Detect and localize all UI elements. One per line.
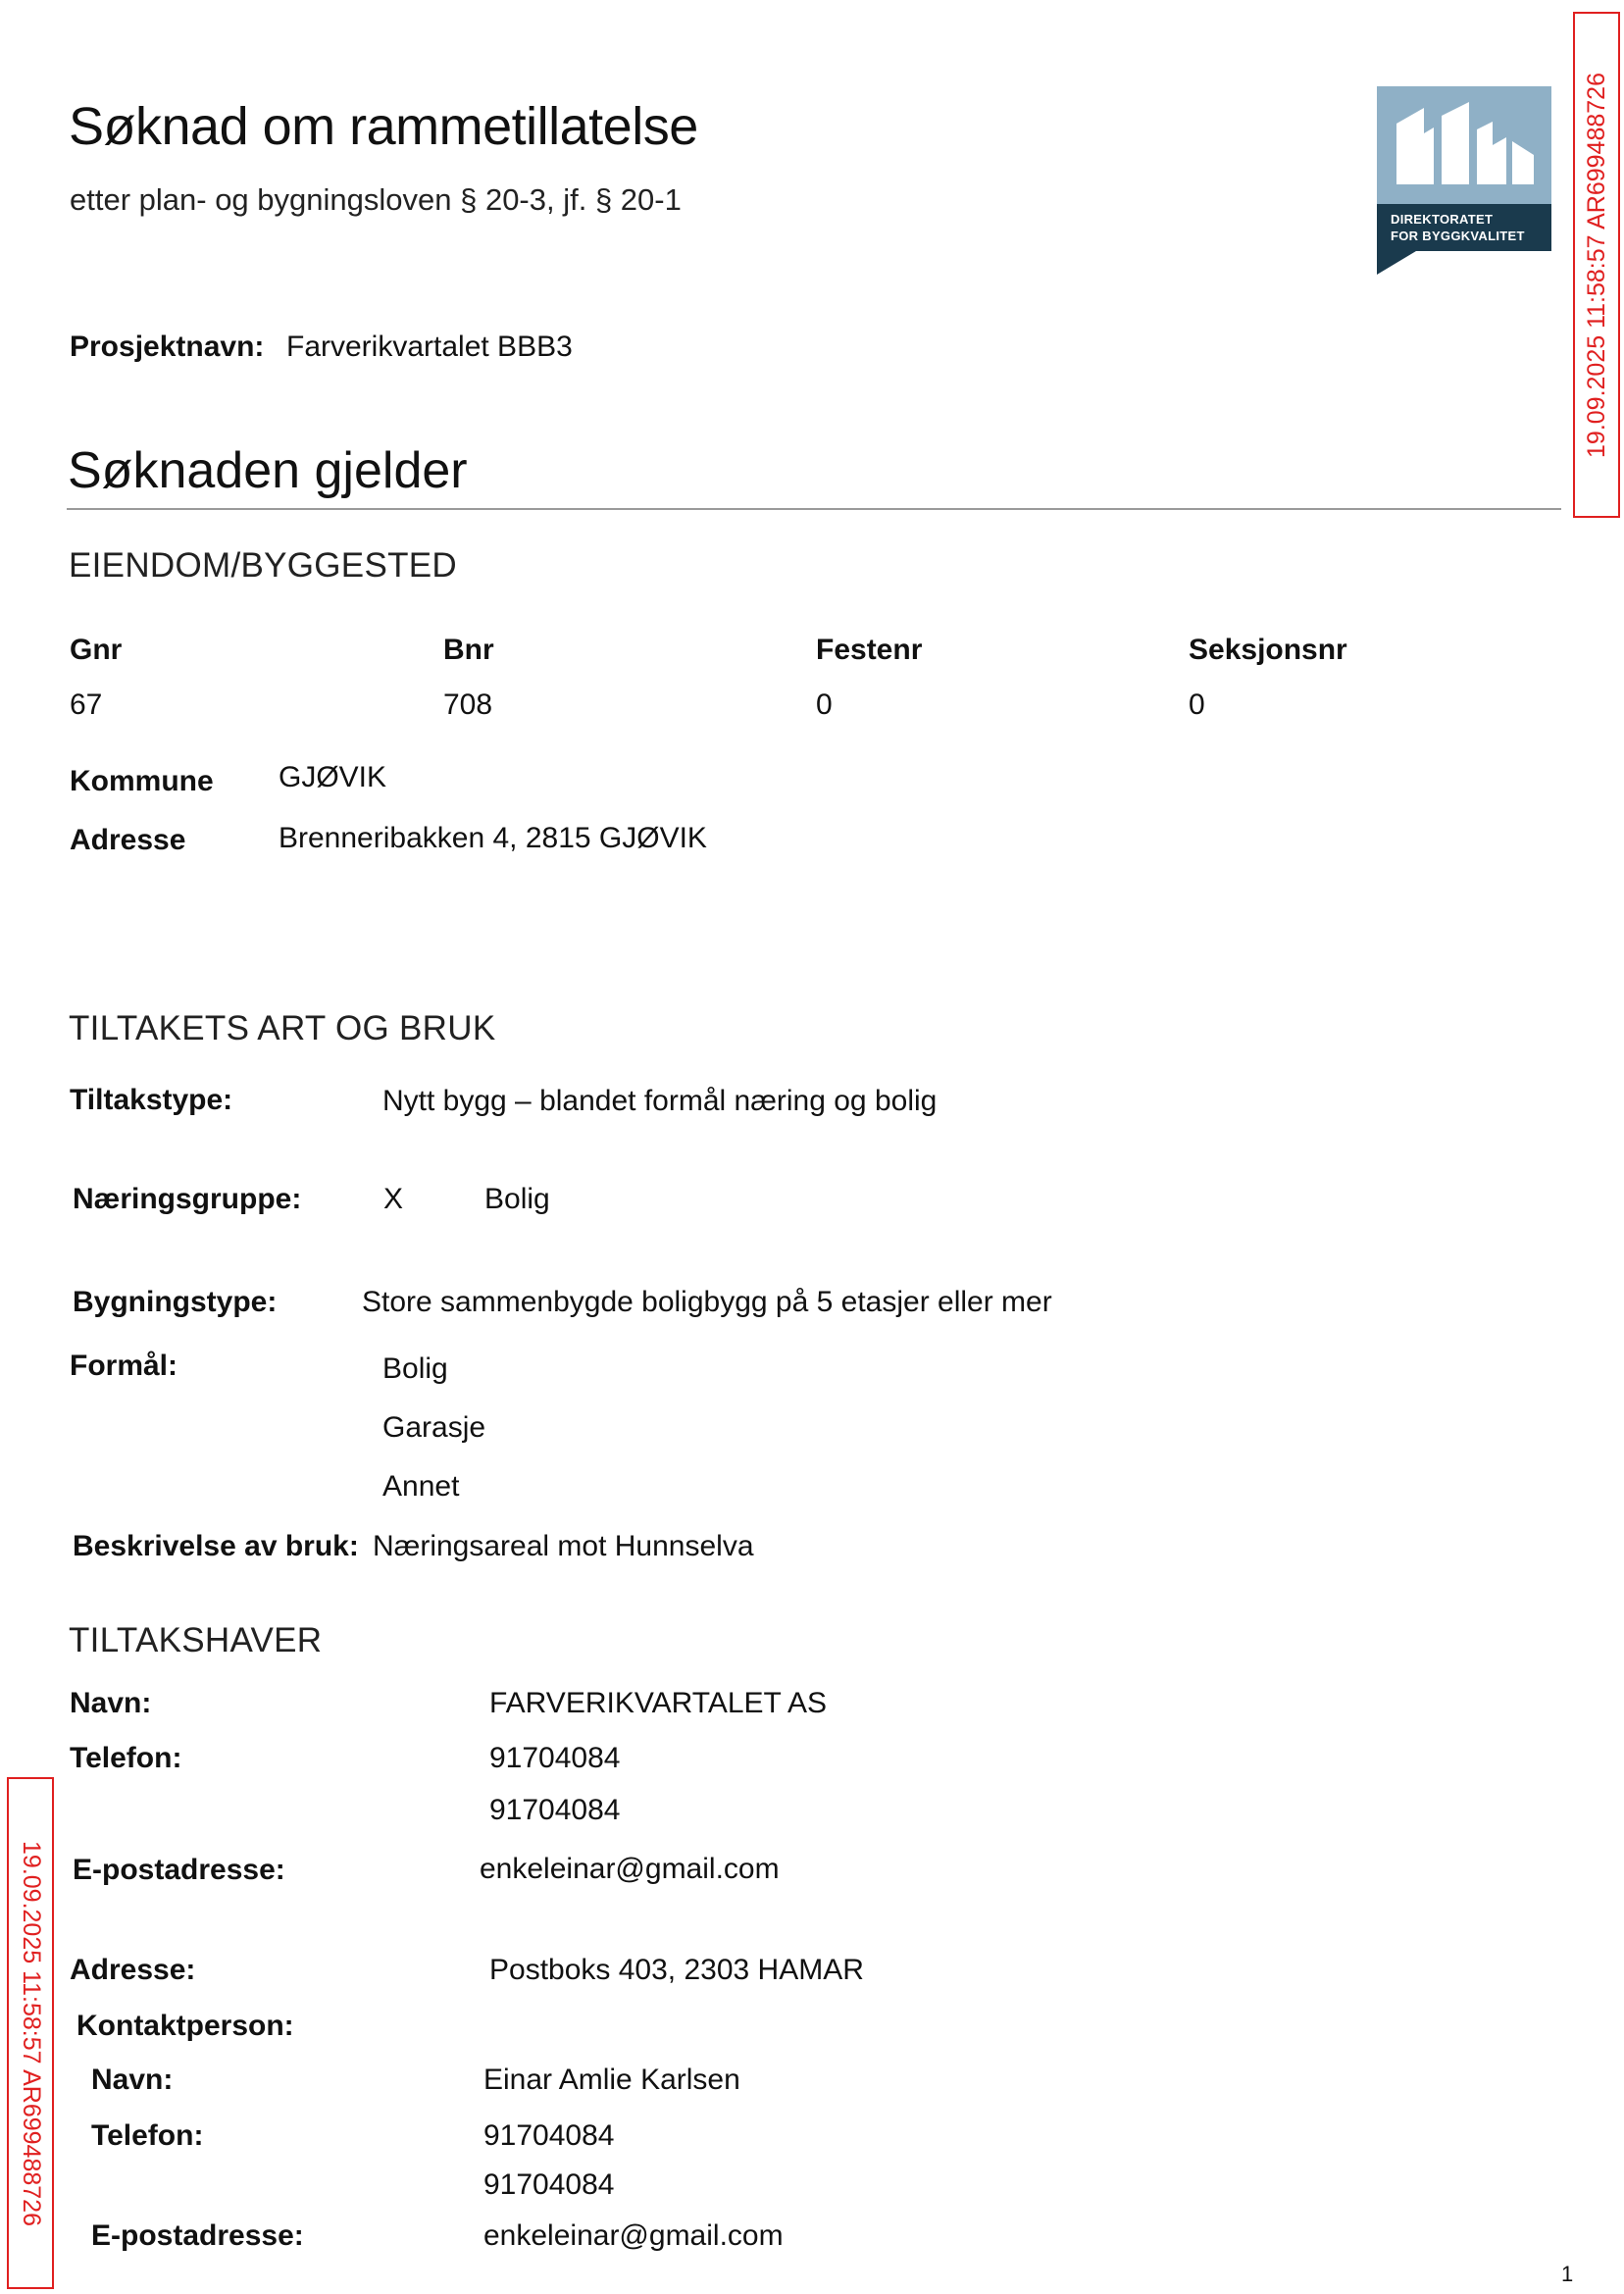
gnr-label: Gnr [70, 634, 123, 666]
logo-text-line-2: FOR BYGGKVALITET [1391, 229, 1525, 243]
festenr-label: Festenr [816, 634, 923, 666]
kontakt-telefon-value: 91704084 [483, 2119, 615, 2152]
archive-stamp-right [1573, 12, 1620, 518]
tiltakshaver-navn-value: FARVERIKVARTALET AS [489, 1687, 828, 1719]
gnr-value: 67 [70, 688, 103, 721]
page-title: Søknad om rammetillatelse [69, 97, 698, 156]
tiltakshaver-telefon-label: Telefon: [70, 1742, 182, 1774]
archive-stamp-left [7, 1777, 54, 2289]
naeringsgruppe-code: X [383, 1183, 404, 1215]
logo-graphic [1377, 86, 1551, 204]
tiltakshaver-telefon-value: 91704084 [489, 1794, 621, 1826]
seksjonsnr-label: Seksjonsnr [1189, 634, 1347, 666]
section-title: Søknaden gjelder [68, 442, 468, 499]
tiltak-heading: TILTAKETS ART OG BRUK [69, 1009, 496, 1047]
tiltakstype-value: Nytt bygg – blandet formål næring og bolig [382, 1085, 938, 1117]
tiltakshaver-telefon-value: 91704084 [489, 1742, 621, 1774]
tiltakshaver-heading: TILTAKSHAVER [69, 1621, 323, 1659]
stamp-text: 19.09.2025 11:58:57 AR699488726 [17, 1840, 45, 2226]
page-subtitle: etter plan- og bygningsloven § 20-3, jf. § 20-1 [70, 182, 682, 217]
project-name-label: Prosjektnavn: [70, 331, 265, 363]
tiltakshaver-epost-label: E-postadresse: [73, 1854, 285, 1886]
tiltakshaver-adresse-value: Postboks 403, 2303 HAMAR [489, 1954, 864, 1986]
tiltakstype-label: Tiltakstype: [70, 1084, 233, 1116]
adresse-label: Adresse [70, 824, 186, 856]
project-name-value: Farverikvartalet BBB3 [286, 331, 573, 363]
bnr-value: 708 [443, 688, 493, 721]
beskrivelse-value: Næringsareal mot Hunnselva [373, 1530, 754, 1562]
logo-tail [1377, 251, 1416, 275]
tiltakshaver-adresse-label: Adresse: [70, 1954, 196, 1986]
kontakt-epost-value: enkeleinar@gmail.com [483, 2219, 784, 2252]
kommune-label: Kommune [70, 765, 214, 797]
naeringsgruppe-value: Bolig [484, 1183, 550, 1215]
kontakt-navn-value: Einar Amlie Karlsen [483, 2064, 740, 2096]
formal-item: Bolig [382, 1352, 448, 1385]
naeringsgruppe-label: Næringsgruppe: [73, 1183, 302, 1215]
bygningstype-value: Store sammenbygde boligbygg på 5 etasjer eller mer [362, 1286, 1052, 1318]
section-divider [67, 508, 1561, 510]
stamp-text: 19.09.2025 11:58:57 AR699488726 [1582, 72, 1610, 458]
bygningstype-label: Bygningstype: [73, 1286, 278, 1318]
kontakt-telefon-label: Telefon: [91, 2119, 204, 2152]
formal-item: Garasje [382, 1411, 486, 1444]
beskrivelse-label: Beskrivelse av bruk: [73, 1530, 359, 1562]
kontaktperson-label: Kontaktperson: [76, 2010, 294, 2042]
festenr-value: 0 [816, 688, 833, 721]
formal-label: Formål: [70, 1350, 178, 1382]
formal-item: Annet [382, 1470, 460, 1503]
tiltakshaver-navn-label: Navn: [70, 1687, 152, 1719]
building-logo-icon [1377, 86, 1551, 204]
adresse-value: Brenneribakken 4, 2815 GJØVIK [279, 822, 707, 854]
tiltakshaver-epost-value: enkeleinar@gmail.com [480, 1853, 780, 1885]
kontakt-epost-label: E-postadresse: [91, 2219, 304, 2252]
page-number: 1 [1561, 2262, 1574, 2286]
kontakt-telefon-value: 91704084 [483, 2168, 615, 2201]
kommune-value: GJØVIK [279, 761, 387, 793]
logo-text-line-1: DIREKTORATET [1391, 212, 1494, 227]
kontakt-navn-label: Navn: [91, 2064, 174, 2096]
bnr-label: Bnr [443, 634, 494, 666]
seksjonsnr-value: 0 [1189, 688, 1205, 721]
dibk-logo [1377, 86, 1551, 251]
property-heading: EIENDOM/BYGGESTED [69, 546, 457, 585]
